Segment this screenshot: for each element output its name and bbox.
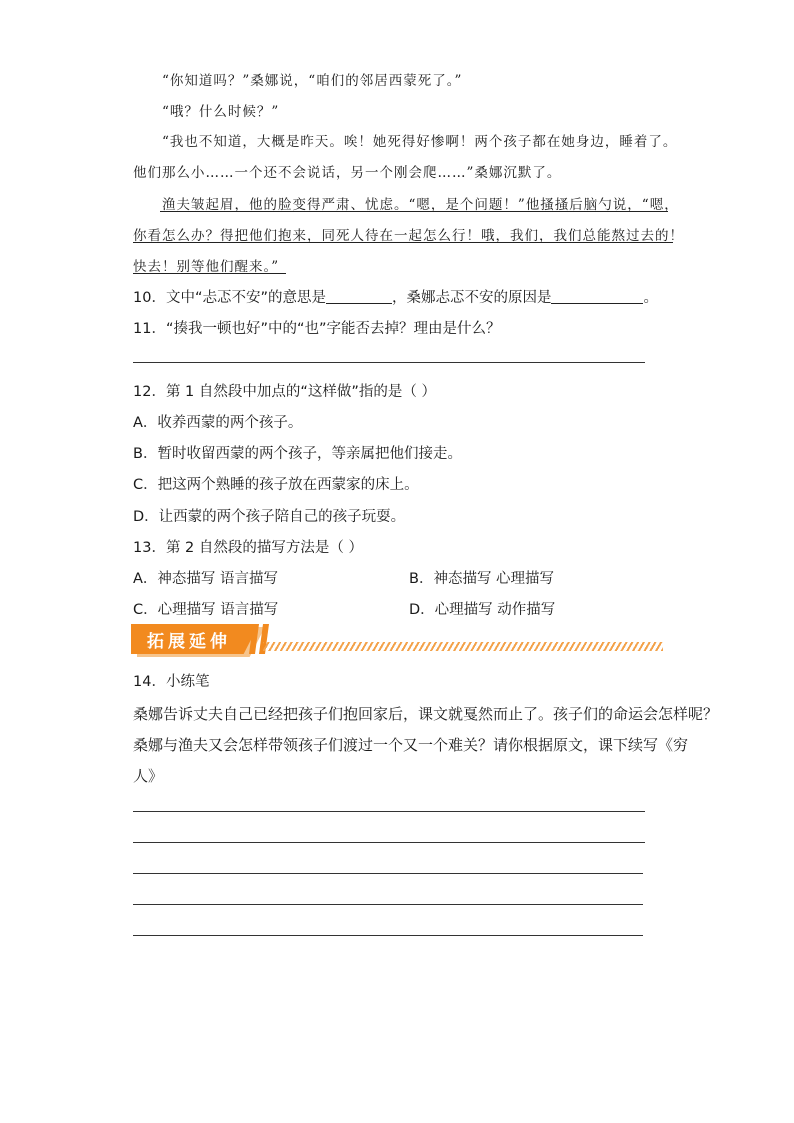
- section-banner: [131, 624, 663, 654]
- question-13: 13．第 2 自然段的描写方法是（ ）: [133, 540, 364, 556]
- question-14-prompt: 桑娜告诉丈夫自己已经把孩子们抱回家后，课文就戛然而止了。孩子们的命运会怎样呢？: [133, 705, 719, 723]
- passage-underline: [133, 242, 673, 243]
- passage-line: “你知道吗？”桑娜说，“咱们的邻居西蒙死了。”: [162, 73, 463, 89]
- option-c[interactable]: C．把这两个熟睡的孩子放在西蒙家的床上。: [133, 477, 419, 493]
- option-a[interactable]: A．收养西蒙的两个孩子。: [133, 415, 303, 431]
- passage-line: “我也不知道，大概是昨天。唉！她死得好惨啊！两个孩子都在她身边，睡着了。: [162, 134, 678, 150]
- writing-line[interactable]: [133, 811, 645, 812]
- question-10: [133, 286, 658, 307]
- answer-blank[interactable]: [551, 289, 643, 304]
- question-14-prompt: 人》: [133, 767, 164, 785]
- answer-blank[interactable]: [326, 289, 392, 304]
- banner-stripe-pattern: [263, 642, 663, 651]
- question-14-title: 14．小练笔: [133, 674, 210, 690]
- passage-underline: [160, 211, 668, 212]
- writing-line[interactable]: [133, 873, 643, 874]
- option-c[interactable]: C．心理描写 语言描写: [133, 602, 279, 618]
- passage-line: “哦？什么时候？”: [162, 104, 280, 120]
- option-b[interactable]: B．神态描写 心理描写: [409, 571, 555, 587]
- passage-line-underlined: 渔夫皱起眉，他的脸变得严肃、忧虑。“嗯，是个问题！”他搔搔后脑勺说，“嗯，: [162, 197, 679, 213]
- passage-line-underlined: 快去！别等他们醒来。”: [133, 259, 280, 275]
- question-10-text: 。: [643, 290, 658, 306]
- writing-line[interactable]: [133, 842, 645, 843]
- passage-line: 他们那么小……一个还不会说话，另一个刚会爬……”桑娜沉默了。: [133, 165, 562, 181]
- writing-line[interactable]: [133, 904, 643, 905]
- option-a[interactable]: A．神态描写 语言描写: [133, 571, 279, 587]
- question-10-text: ，桑娜忐忑不安的原因是: [391, 290, 552, 306]
- passage-underline: [133, 273, 286, 274]
- option-d[interactable]: D．让西蒙的两个孩子陪自己的孩子玩耍。: [133, 509, 406, 525]
- option-d[interactable]: D．心理描写 动作描写: [409, 602, 556, 618]
- question-14-prompt: 桑娜与渔夫又会怎样带领孩子们渡过一个又一个难关？请你根据原文，课下续写《穷: [133, 736, 689, 754]
- writing-line[interactable]: [133, 935, 643, 936]
- passage-line-underlined: 你看怎么办？得把他们抱来，同死人待在一起怎么行！哦，我们，我们总能熬过去的！: [133, 228, 684, 244]
- option-b[interactable]: B．暂时收留西蒙的两个孩子，等亲属把他们接走。: [133, 446, 462, 462]
- question-12: 12．第 1 自然段中加点的“这样做”指的是（ ）: [133, 384, 437, 400]
- answer-line[interactable]: [133, 362, 645, 363]
- question-10-text: 10．文中“忐忑不安”的意思是: [133, 290, 326, 306]
- banner-title: 拓展延伸: [147, 632, 231, 652]
- question-11: 11．“揍我一顿也好”中的“也”字能否去掉？理由是什么？: [133, 321, 501, 337]
